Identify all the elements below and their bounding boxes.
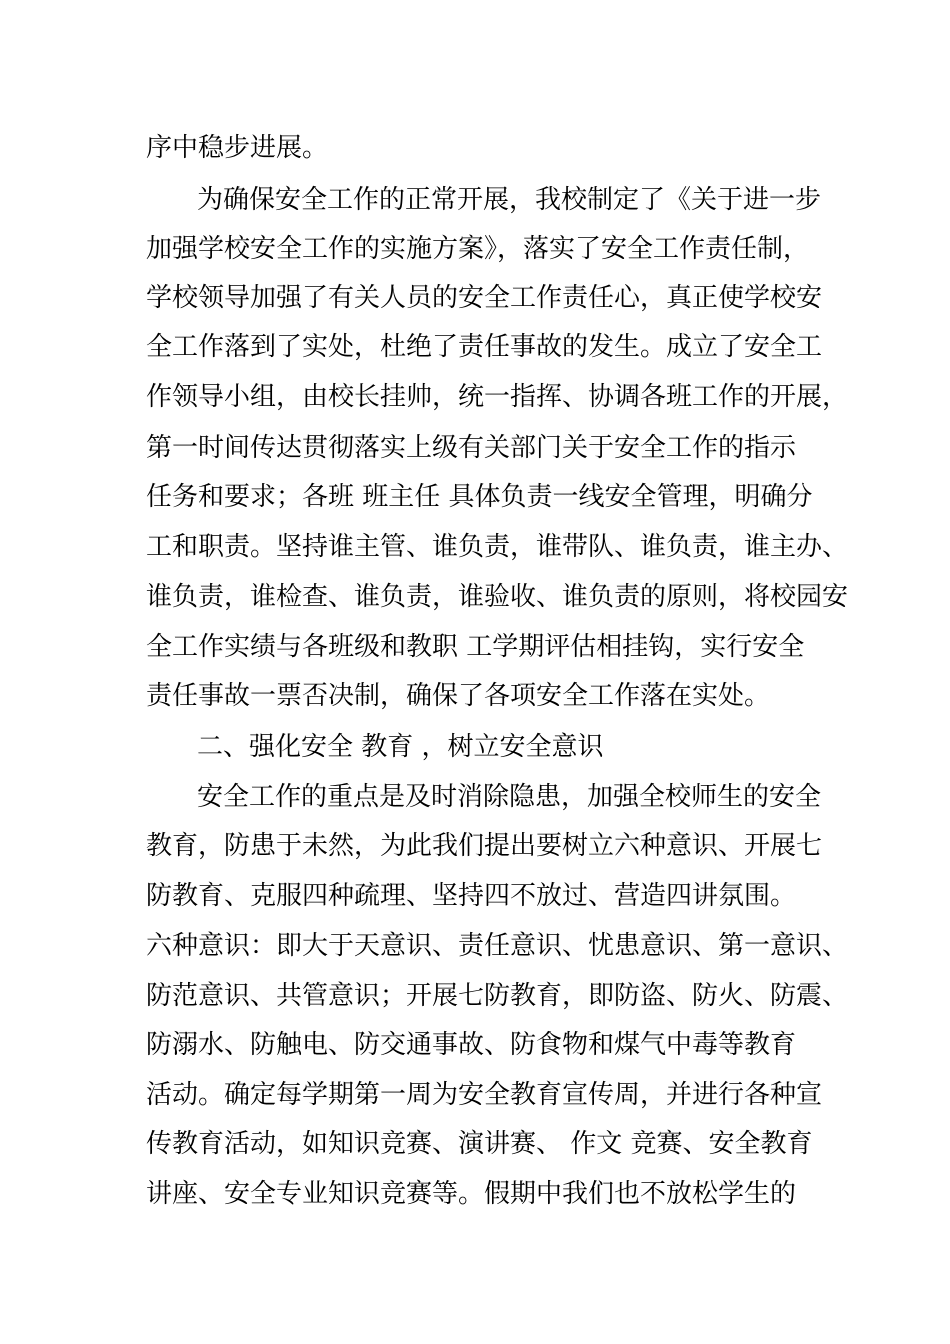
text-line: 序中稳步进展。 [146,133,329,163]
text-line: 传教育活动，如知识竞赛、演讲赛、 作文 竞赛、安全教育 [146,1129,813,1159]
text-line: 防溺水、防触电、防交通事故、防食物和煤气中毒等教育 [146,1030,797,1060]
text-line: 工和职责。坚持谁主管、谁负责，谁带队、谁负责，谁主办、 [146,532,849,562]
text-line: 防范意识、共管意识；开展七防教育，即防盗、防火、防震、 [146,981,849,1011]
text-line: 六种意识：即大于天意识、责任意识、忧患意识、第一意识、 [146,931,849,961]
text-line: 防教育、克服四种疏理、坚持四不放过、营造四讲氛围。 [146,881,797,911]
text-line: 谁负责，谁检查、谁负责，谁验收、谁负责的原则，将校园安 [146,582,849,612]
text-line: 学校领导加强了有关人员的安全工作责任心，真正使学校安 [146,283,823,313]
text-line: 活动。确定每学期第一周为安全教育宣传周，并进行各种宣 [146,1080,823,1110]
text-line: 全工作实绩与各班级和教职 工学期评估相挂钩，实行安全 [146,632,805,662]
section-heading: 二、强化安全 教育 ，树立安全意识 [197,732,604,762]
text-line: 讲座、安全专业知识竞赛等。假期中我们也不放松学生的 [146,1179,797,1209]
text-line: 作领导小组，由校长挂帅，统一指挥、协调各班工作的开展， [146,382,849,412]
text-line: 任务和要求；各班 班主任 具体负责一线安全管理，明确分 [146,482,813,512]
text-line: 教育，防患于未然，为此我们提出要树立六种意识、开展七 [146,831,823,861]
text-line: 加强学校安全工作的实施方案》，落实了安全工作责任制， [146,234,810,264]
text-line: 第一时间传达贯彻落实上级有关部门关于安全工作的指示 [146,433,797,463]
paragraph-first-line: 为确保安全工作的正常开展，我校制定了《关于进一步 [197,185,822,215]
paragraph-first-line: 安全工作的重点是及时消除隐患，加强全校师生的安全 [197,782,822,812]
text-line: 责任事故一票否决制，确保了各项安全工作落在实处。 [146,681,771,711]
text-line: 全工作落到了实处，杜绝了责任事故的发生。成立了安全工 [146,332,823,362]
